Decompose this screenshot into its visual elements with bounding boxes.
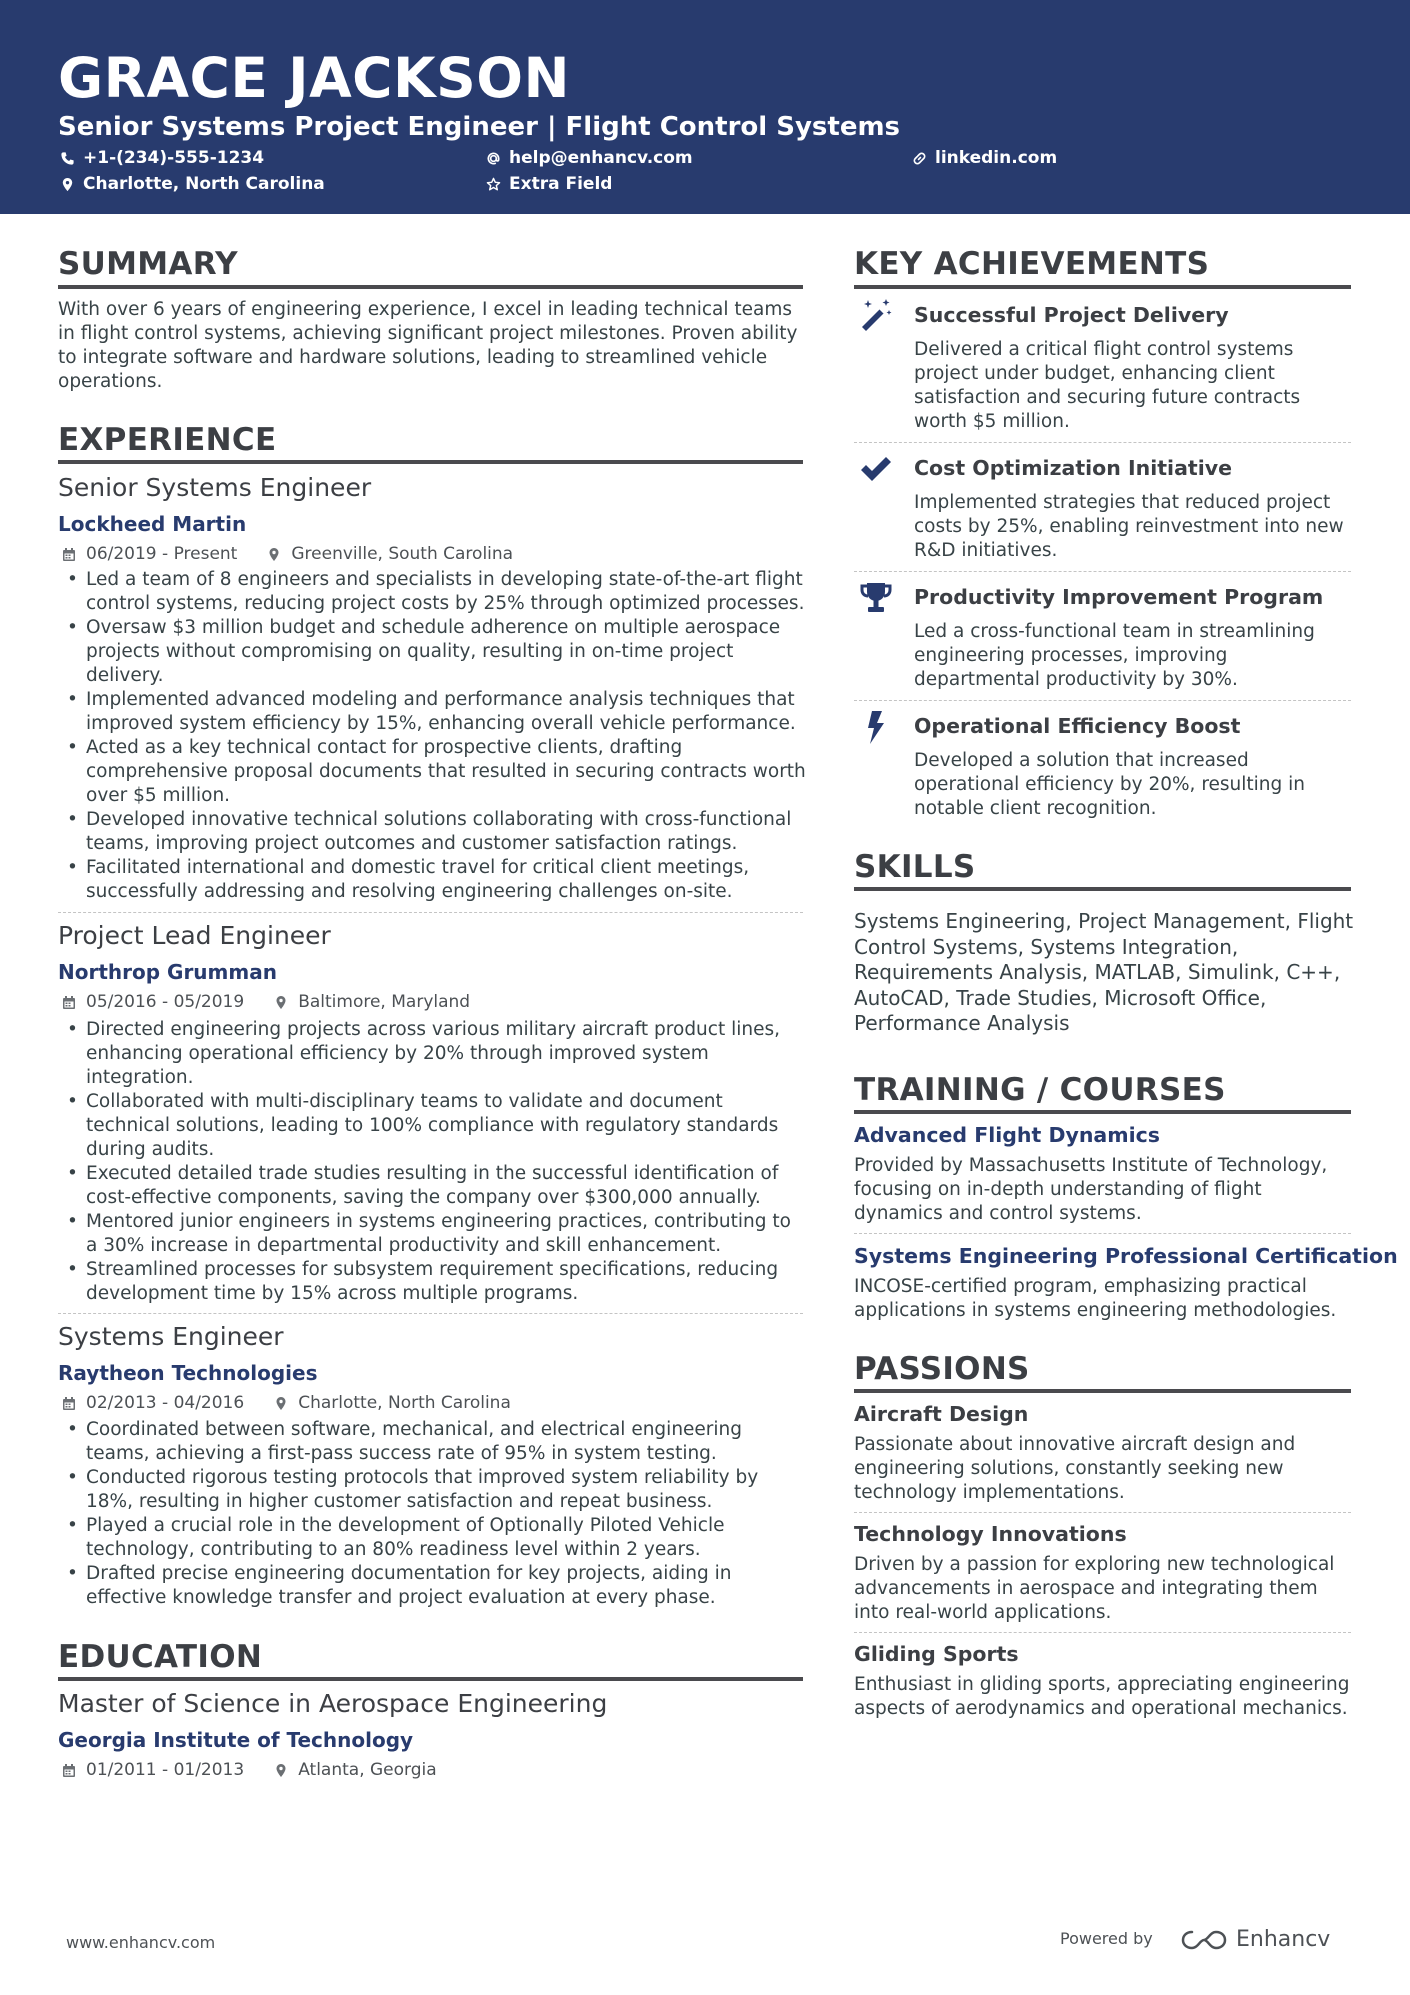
bullet-item: • Oversaw $3 million budget and schedule adherence on multiple aerospace projects without compromising on quality, resulting in on-time project delivery. <box>58 616 808 688</box>
bullet-item: • Led a team of 8 engineers and specialists in developing state-of-the-art flight control systems, reducing project costs by 25% through optimized processes. <box>58 568 808 616</box>
phone-icon <box>60 151 75 166</box>
bullet-item: • Implemented advanced modeling and performance analysis techniques that improved system efficiency by 15%, enhancing overall vehicle performance. <box>58 688 808 736</box>
passion-title: Gliding Sports <box>854 1642 1019 1666</box>
job-divider <box>58 912 803 913</box>
bullet-item: • Drafted precise engineering documentation for key projects, aiding in effective knowledge transfer and project evaluation at every phase. <box>58 1562 808 1610</box>
education-dates: 01/2011 - 01/2013 <box>86 1760 245 1780</box>
experience-rule <box>58 460 803 464</box>
experience-title: EXPERIENCE <box>58 422 277 458</box>
education-meta <box>62 1759 437 1781</box>
school-name: Georgia Institute of Technology <box>58 1728 414 1752</box>
calendar-icon <box>62 1396 76 1411</box>
bullet-item: • Coordinated between software, mechanical, and electrical engineering teams, achieving a first-pass success rate of 95% in system testing. <box>58 1418 808 1466</box>
passion-text: Driven by a passion for exploring new technological advancements in aerospace and integrating them into real-world applications. <box>854 1554 1335 1623</box>
enhancv-brand-text: Enhancv <box>1236 1927 1331 1952</box>
bullet-item: • Facilitated international and domestic travel for critical client meetings, successfully addressing and resolving engineering challenges on-site. <box>58 856 808 904</box>
skills-rule <box>854 887 1351 891</box>
job-location: Charlotte, North Carolina <box>298 1393 511 1413</box>
calendar-icon <box>62 547 76 562</box>
passions-title: PASSIONS <box>854 1351 1030 1387</box>
job-bullets <box>58 568 808 904</box>
achievement-text: Developed a solution that increased operational efficiency by 20%, resulting in notable client recognition. <box>914 750 1306 819</box>
course-text: Provided by Massachusetts Institute of Technology, focusing on in-depth understanding of flight dynamics and control systems. <box>854 1155 1328 1224</box>
job-dates: 05/2016 - 05/2019 <box>86 992 245 1012</box>
trophy-icon <box>858 580 894 616</box>
summary-rule <box>58 285 803 289</box>
contact-linkedin[interactable] <box>912 147 1057 169</box>
achievement-divider <box>854 442 1351 443</box>
bullet-item: • Mentored junior engineers in systems engineering practices, contributing to a 30% increase in departmental productivity and skill enhancement. <box>58 1210 808 1258</box>
summary-title: SUMMARY <box>58 246 238 282</box>
location-pin-icon <box>274 1396 288 1411</box>
passions-rule <box>854 1389 1351 1393</box>
summary-text: With over 6 years of engineering experience, I excel in leading technical teams in flight control systems, achieving significant project milestones. Proven ability to integrate software and hardware solutions, leading to streamlined vehicle operations. <box>58 299 798 392</box>
achievement-divider <box>854 700 1351 701</box>
job-location: Baltimore, Maryland <box>298 992 471 1012</box>
passion-title: Technology Innovations <box>854 1522 1127 1546</box>
job-meta <box>62 543 513 565</box>
job-meta <box>62 991 470 1013</box>
job-location: Greenville, South Carolina <box>291 544 514 564</box>
company-name: Lockheed Martin <box>58 512 247 536</box>
contact-location <box>60 173 325 195</box>
passion-divider <box>854 1512 1351 1513</box>
achievements-rule <box>854 285 1351 289</box>
achievement-text: Implemented strategies that reduced project costs by 25%, enabling reinvestment into new R&D initiatives. <box>914 492 1344 561</box>
footer-website[interactable]: www.enhancv.com <box>66 1933 216 1952</box>
phone-text: +1-(234)-555-1234 <box>83 148 265 168</box>
bullet-item: • Played a crucial role in the development of Optionally Piloted Vehicle technology, contributing to an 80% readiness level within 2 years. <box>58 1514 808 1562</box>
passion-text: Enthusiast in gliding sports, appreciating engineering aspects of aerodynamics and operational mechanics. <box>854 1674 1350 1719</box>
contact-phone[interactable] <box>60 147 264 169</box>
job-title: Project Lead Engineer <box>58 921 331 950</box>
course-title: Advanced Flight Dynamics <box>854 1123 1161 1147</box>
bullet-item: • Acted as a key technical contact for prospective clients, drafting comprehensive proposal documents that resulted in securing contracts worth over $5 million. <box>58 736 808 808</box>
achievement-title: Productivity Improvement Program <box>914 585 1324 609</box>
link-icon <box>912 151 927 166</box>
course-divider <box>854 1233 1351 1234</box>
education-location: Atlanta, Georgia <box>298 1760 437 1780</box>
education-rule <box>58 1677 803 1681</box>
bullet-item: • Executed detailed trade studies resulting in the successful identification of cost-effective components, saving the company over $300,000 annually. <box>58 1162 808 1210</box>
education-title: EDUCATION <box>58 1639 263 1675</box>
company-name: Northrop Grumman <box>58 960 277 984</box>
contact-extra <box>486 173 612 195</box>
job-meta <box>62 1392 511 1414</box>
achievement-title: Successful Project Delivery <box>914 303 1229 327</box>
extra-text: Extra Field <box>509 174 613 194</box>
candidate-name: GRACE JACKSON <box>58 46 571 110</box>
location-pin-icon <box>274 995 288 1010</box>
candidate-role: Senior Systems Project Engineer | Flight Control Systems <box>58 112 901 142</box>
linkedin-text: linkedin.com <box>935 148 1058 168</box>
job-divider <box>58 1313 803 1314</box>
training-title: TRAINING / COURSES <box>854 1072 1226 1108</box>
location-pin-icon <box>60 177 75 192</box>
passion-divider <box>854 1632 1351 1633</box>
achievements-title: KEY ACHIEVEMENTS <box>854 246 1210 282</box>
degree-title: Master of Science in Aerospace Engineering <box>58 1689 608 1718</box>
course-text: INCOSE-certified program, emphasizing practical applications in systems engineering methodologies. <box>854 1276 1337 1321</box>
location-pin-icon <box>274 1763 288 1778</box>
at-icon <box>486 151 501 166</box>
achievement-text: Delivered a critical flight control systems project under budget, enhancing client satisfaction and securing future contracts worth $5 million. <box>914 339 1301 432</box>
achievement-title: Operational Efficiency Boost <box>914 714 1241 738</box>
job-bullets <box>58 1018 808 1306</box>
job-title: Systems Engineer <box>58 1322 284 1351</box>
calendar-icon <box>62 1763 76 1778</box>
company-name: Raytheon Technologies <box>58 1361 318 1385</box>
achievement-divider <box>854 571 1351 572</box>
email-text: help@enhancv.com <box>509 148 693 168</box>
footer-powered-by: Powered by <box>1060 1929 1153 1948</box>
checkmark-icon <box>858 451 894 487</box>
passion-title: Aircraft Design <box>854 1402 1029 1426</box>
bullet-item: • Developed innovative technical solutions collaborating with cross-functional teams, improving project outcomes and customer satisfaction ratings. <box>58 808 808 856</box>
star-icon <box>486 177 501 192</box>
job-dates: 06/2019 - Present <box>86 544 238 564</box>
bullet-item: • Directed engineering projects across various military aircraft product lines, enhancing operational efficiency by 20% through improved system integration. <box>58 1018 808 1090</box>
job-dates: 02/2013 - 04/2016 <box>86 1393 245 1413</box>
training-rule <box>854 1110 1351 1114</box>
bullet-item: • Streamlined processes for subsystem requirement specifications, reducing development time by 15% across multiple programs. <box>58 1258 808 1306</box>
skills-title: SKILLS <box>854 849 976 885</box>
resume-header <box>0 0 1410 214</box>
lightning-bolt-icon <box>858 709 894 745</box>
contact-email[interactable] <box>486 147 693 169</box>
course-title: Systems Engineering Professional Certification <box>854 1244 1398 1268</box>
job-title: Senior Systems Engineer <box>58 473 372 502</box>
enhancv-logo[interactable] <box>1180 1927 1330 1952</box>
magic-wand-icon <box>858 297 894 333</box>
job-bullets <box>58 1418 808 1610</box>
skills-text: Systems Engineering, Project Management, Flight Control Systems, Systems Integration, Requirements Analysis, MATLAB, Simulink, C++, AutoCAD, Trade Studies, Microsoft Office, Performance Analysis <box>854 909 1354 1035</box>
location-text: Charlotte, North Carolina <box>83 174 325 194</box>
enhancv-logo-icon <box>1180 1928 1228 1952</box>
achievement-text: Led a cross-functional team in streamlining engineering processes, improving departmental productivity by 30%. <box>914 621 1315 690</box>
location-pin-icon <box>267 547 281 562</box>
calendar-icon <box>62 995 76 1010</box>
passion-text: Passionate about innovative aircraft design and engineering solutions, constantly seeking new technology implementations. <box>854 1434 1296 1503</box>
bullet-item: • Collaborated with multi-disciplinary teams to validate and document technical solutions, leading to 100% compliance with regulatory standards during audits. <box>58 1090 808 1162</box>
bullet-item: • Conducted rigorous testing protocols that improved system reliability by 18%, resulting in higher customer satisfaction and repeat business. <box>58 1466 808 1514</box>
achievement-title: Cost Optimization Initiative <box>914 456 1232 480</box>
